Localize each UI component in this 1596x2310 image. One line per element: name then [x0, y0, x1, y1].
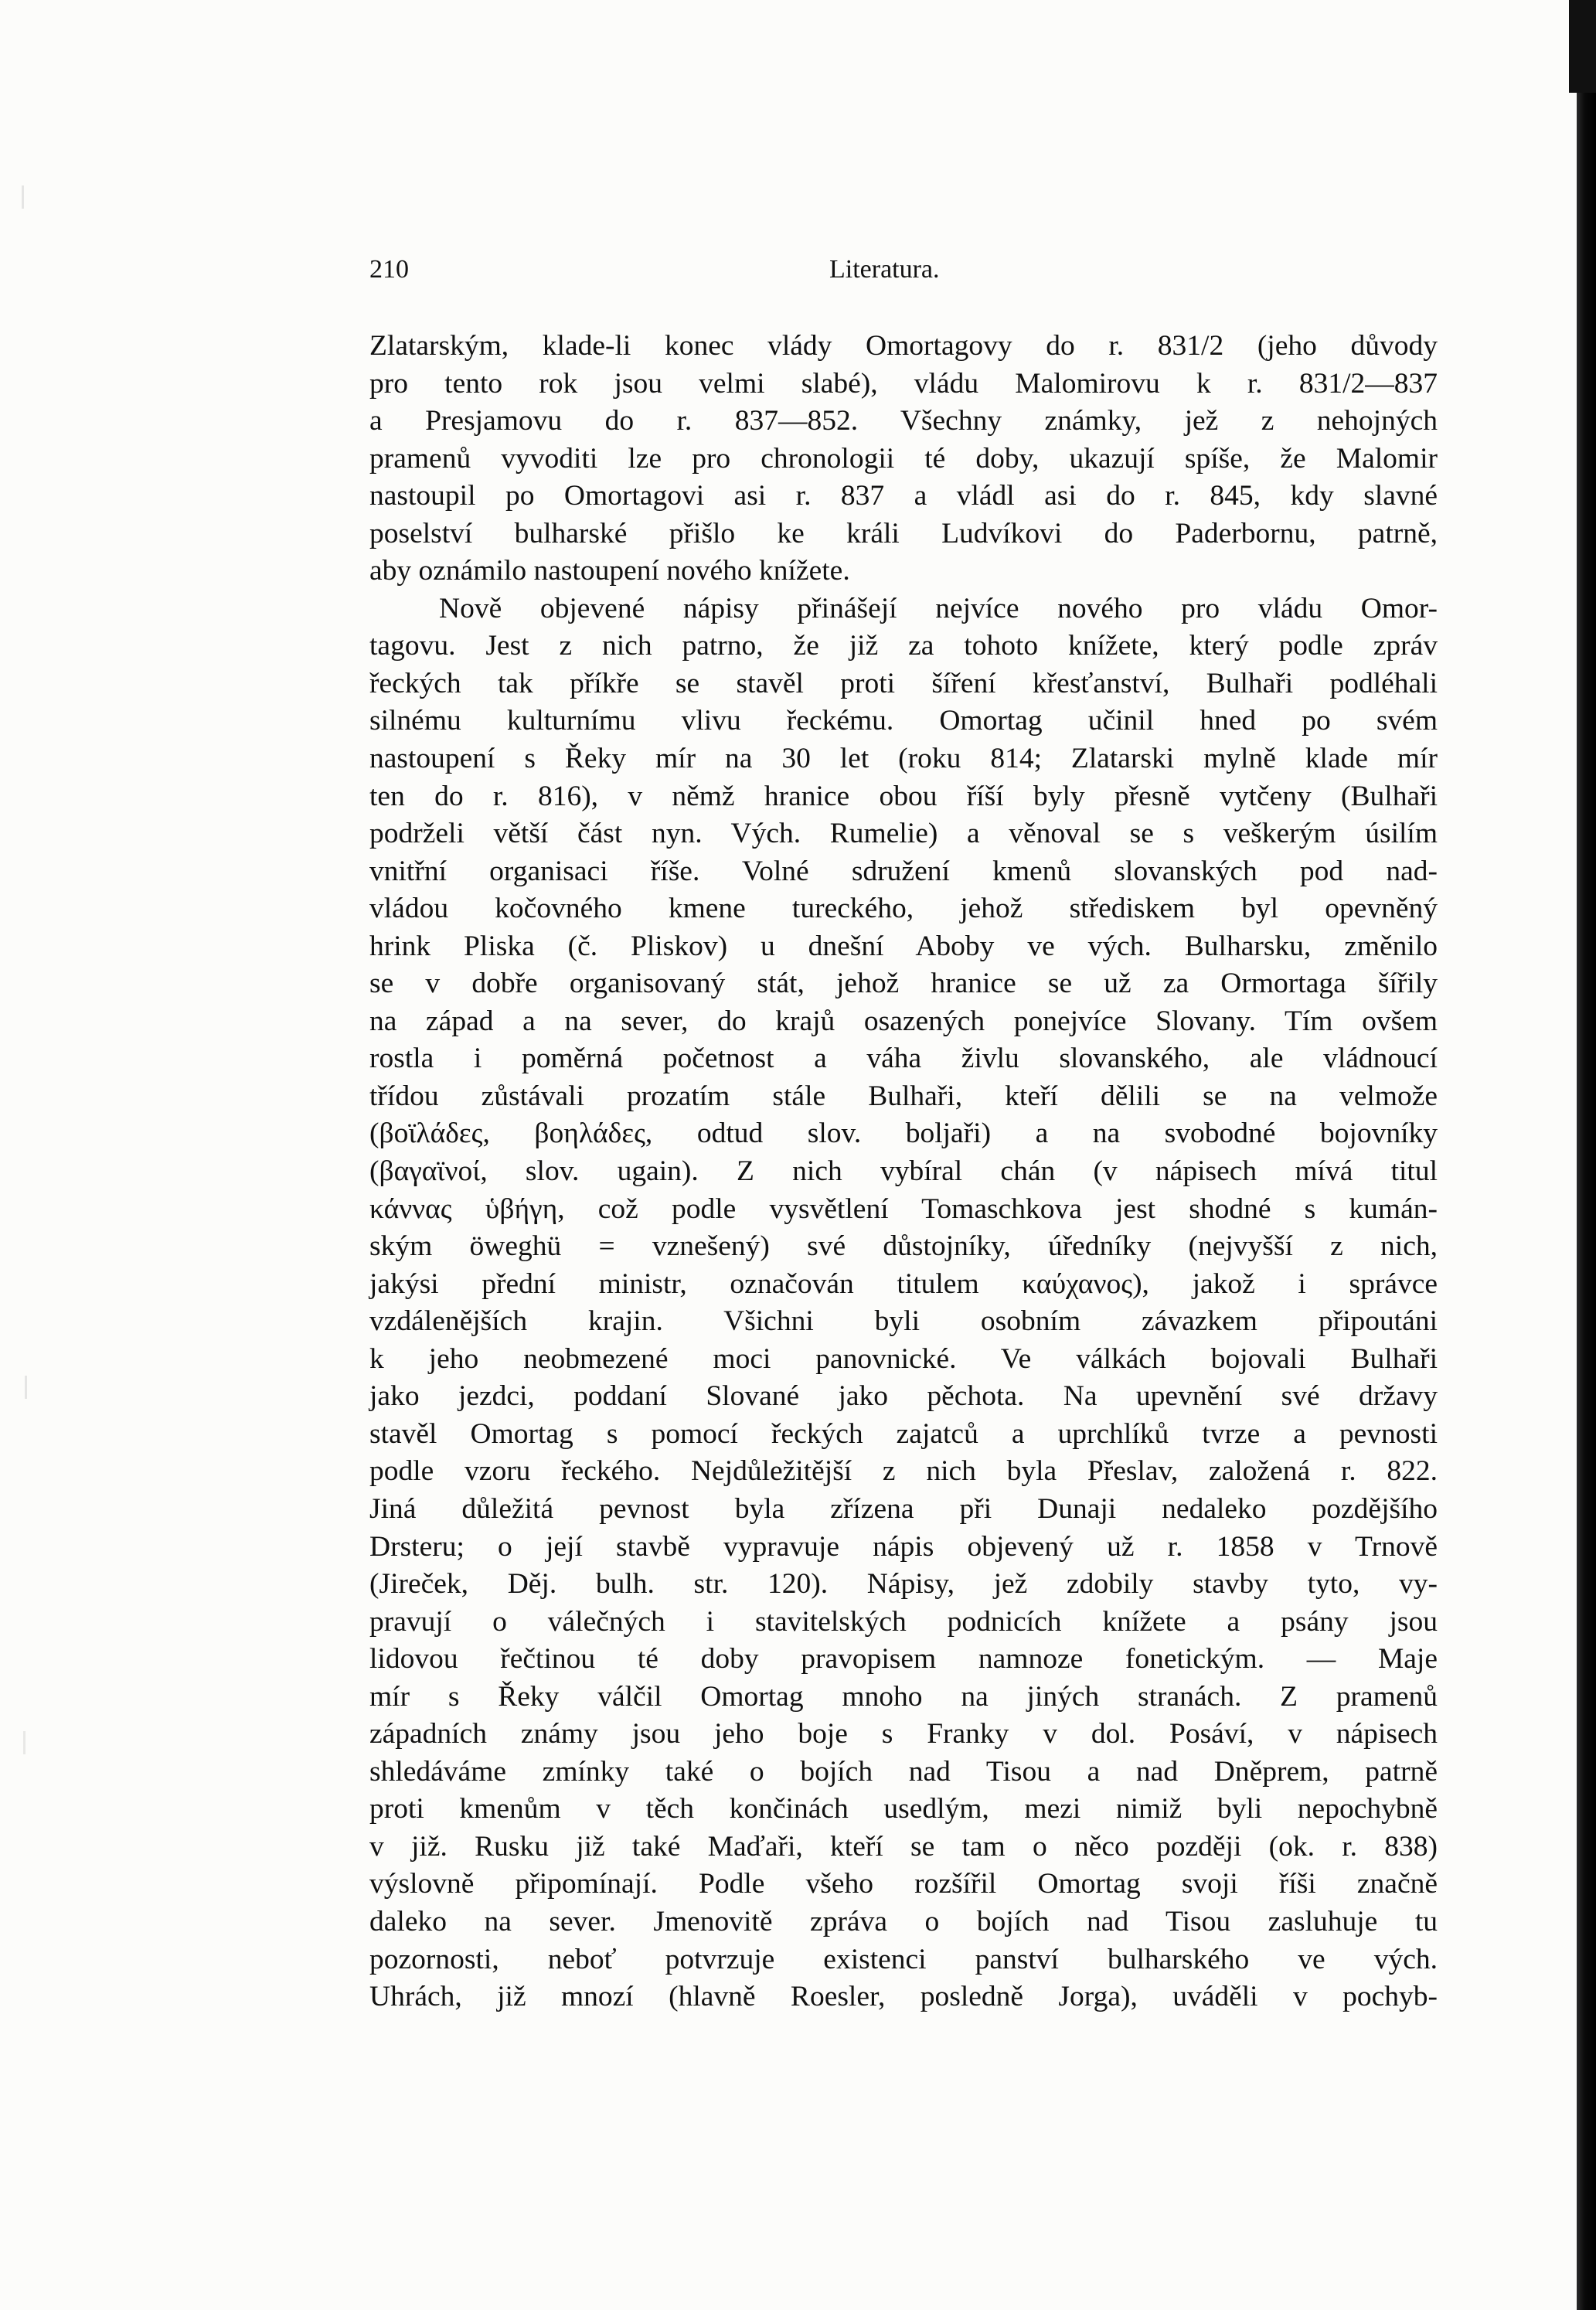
- text-line: výslovně připomínají. Podle všeho rozšířil Omortag svoji říši značně: [369, 1868, 1438, 1900]
- text-line: jako jezdci, poddaní Slované jako pěchota. Na upevnění své državy: [369, 1380, 1438, 1413]
- text-line: na západ a na sever, do krajů osazených ponejvíce Slovany. Tím ovšem: [369, 1005, 1438, 1037]
- text-line: jakýsi přední ministr, označován titulem καύχανος), jakož i správce: [369, 1267, 1438, 1300]
- text-line: hrink Pliska (č. Pliskov) u dnešní Aboby ve vých. Bulharsku, změnilo: [369, 930, 1438, 962]
- scan-artifact: [23, 1731, 26, 1754]
- text-line: silnému kulturnímu vlivu řeckému. Omortag učinil hned po svém: [369, 705, 1438, 737]
- scan-artifact: [22, 185, 24, 209]
- text-line: κάννας ὑβήγη, což podle vysvětlení Tomaschkova jest shodné s kumán-: [369, 1192, 1438, 1225]
- text-line: (βαγαϊνοί, slov. ugain). Z nich vybíral chán (v nápisech mívá titul: [369, 1155, 1438, 1188]
- text-line: ským öweghü = vznešený) své důstojníky, úředníky (nejvyšší z nich,: [369, 1230, 1438, 1263]
- scan-artifact: [25, 1376, 27, 1399]
- text-line: západních známy jsou jeho boje s Franky v dol. Posáví, v nápisech: [369, 1718, 1438, 1750]
- text-line: vnitřní organisaci říše. Volné sdružení kmenů slovanských pod nad-: [369, 855, 1438, 887]
- text-line: v již. Rusku již také Maďaři, kteří se tam o něco později (ok. r. 838): [369, 1830, 1438, 1863]
- text-line: a Presjamovu do r. 837—852. Všechny známky, jež z nehojných: [369, 405, 1438, 437]
- page-edge-shadow: [1577, 0, 1596, 2310]
- text-line: Zlatarským, klade-li konec vlády Omortagovy do r. 831/2 (jeho důvody: [369, 330, 1438, 362]
- text-line: řeckých tak příkře se stavěl proti šíření křesťanství, Bulhaři podléhali: [369, 667, 1438, 699]
- text-line: stavěl Omortag s pomocí řeckých zajatců a uprchlíků tvrze a pevnosti: [369, 1417, 1438, 1450]
- text-line: nastoupil po Omortagovi asi r. 837 a vládl asi do r. 845, kdy slavné: [369, 480, 1438, 512]
- text-line: shledáváme zmínky také o bojích nad Tisou a nad Dněprem, patrně: [369, 1755, 1438, 1788]
- text-line: (Jireček, Děj. bulh. str. 120). Nápisy, jež zdobily stavby tyto, vy-: [369, 1568, 1438, 1601]
- scan-corner: [1569, 0, 1596, 93]
- text-line: poselství bulharské přišlo ke králi Ludvíkovi do Paderbornu, patrně,: [369, 517, 1438, 549]
- text-line: ten do r. 816), v němž hranice obou říší byly přesně vytčeny (Bulhaři: [369, 780, 1438, 812]
- text-line: proti kmenům v těch končinách usedlým, mezi nimiž byli nepochybně: [369, 1793, 1438, 1825]
- text-line: pozornosti, neboť potvrzuje existenci panství bulharského ve vých.: [369, 1943, 1438, 1975]
- text-line: (βoϊλάδες, βοηλάδες, odtud slov. boljaři) a na svobodné bojovníky: [369, 1118, 1438, 1150]
- text-line: Drsteru; o její stavbě vypravuje nápis objevený už r. 1858 v Trnově: [369, 1530, 1438, 1563]
- text-line: Jiná důležitá pevnost byla zřízena při Dunaji nedaleko pozdějšího: [369, 1492, 1438, 1525]
- text-line: pro tento rok jsou velmi slabé), vládu Malomirovu k r. 831/2—837: [369, 367, 1438, 400]
- text-line: Nově objevené nápisy přinášejí nejvíce nového pro vládu Omor-: [439, 592, 1438, 624]
- text-line: vzdálenějších krajin. Všichni byli osobním závazkem připoutáni: [369, 1305, 1438, 1338]
- text-line: Uhrách, již mnozí (hlavně Roesler, posledně Jorga), uváděli v pochyb-: [369, 1981, 1438, 2013]
- text-line: podle vzoru řeckého. Nejdůležitější z nich byla Přeslav, založená r. 822.: [369, 1455, 1438, 1488]
- body-text: [369, 328, 1438, 2016]
- text-line: nastoupení s Řeky mír na 30 let (roku 814; Zlatarski mylně klade mír: [369, 743, 1438, 775]
- page-header: [369, 255, 1436, 294]
- text-line: tagovu. Jest z nich patrno, že již za tohoto knížete, který podle zpráv: [369, 630, 1438, 662]
- text-line: pravují o válečných i stavitelských podnicích knížete a psány jsou: [369, 1605, 1438, 1638]
- text-line: lidovou řečtinou té doby pravopisem namnoze fonetickým. — Maje: [369, 1643, 1438, 1676]
- text-line: vládou kočovného kmene tureckého, jehož střediskem byl opevněný: [369, 893, 1438, 925]
- text-line: daleko na sever. Jmenovitě zpráva o bojích nad Tisou zasluhuje tu: [369, 1905, 1438, 1937]
- text-line: rostla i poměrná početnost a váha živlu slovanského, ale vládnoucí: [369, 1043, 1438, 1075]
- running-title: Literatura.: [829, 255, 940, 284]
- text-line: aby oznámilo nastoupení nového knížete.: [369, 555, 850, 587]
- text-line: se v dobře organisovaný stát, jehož hranice se už za Ormortaga šířily: [369, 968, 1438, 1000]
- text-line: pramenů vyvoditi lze pro chronologii té doby, ukazují spíše, že Malomir: [369, 442, 1438, 475]
- page-number: 210: [369, 255, 409, 284]
- text-line: podrželi větší část nyn. Vých. Rumelie) a věnoval se s veškerým úsilím: [369, 818, 1438, 850]
- text-line: k jeho neobmezené moci panovnické. Ve válkách bojovali Bulhaři: [369, 1342, 1438, 1375]
- text-line: mír s Řeky válčil Omortag mnoho na jiných stranách. Z pramenů: [369, 1680, 1438, 1713]
- text-line: třídou zůstávali prozatím stále Bulhaři, kteří dělili se na velmože: [369, 1080, 1438, 1112]
